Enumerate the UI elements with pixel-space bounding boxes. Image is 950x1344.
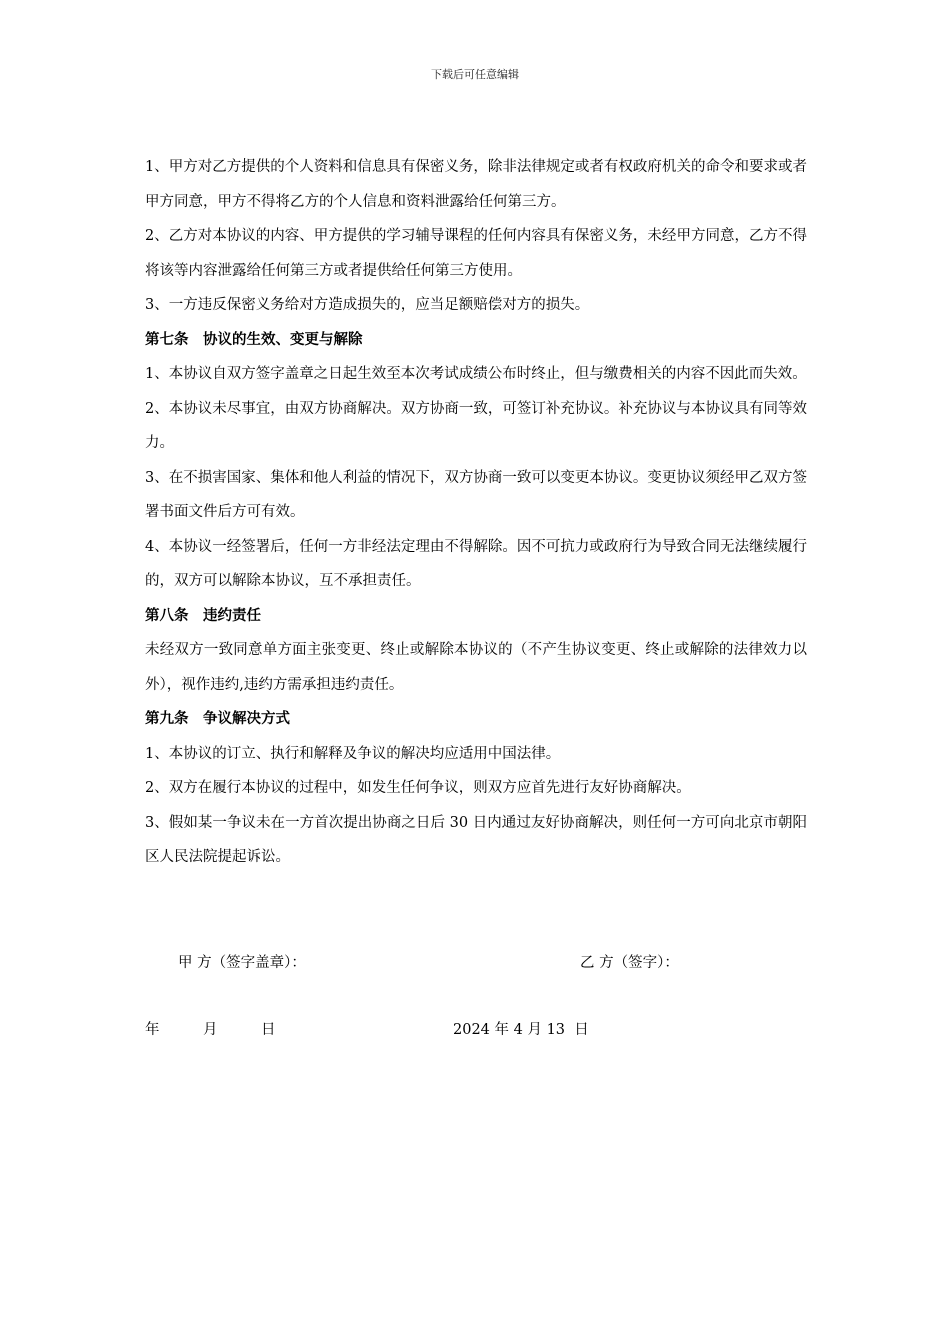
date-row <box>0 1018 950 1048</box>
party-a-signature-label: 甲 方（签字盖章）： <box>178 955 306 971</box>
paragraph: 4、本协议一经签署后，任何一方非经法定理由不得解除。因不可抗力或政府行为导致合同无法继续履行的，双方可以解除本协议，互不承担责任。 <box>145 538 807 589</box>
section-heading: 第九条 争议解决方式 <box>145 711 290 727</box>
paragraph: 3、一方违反保密义务给对方造成损失的，应当足额赔偿对方的损失。 <box>145 297 590 313</box>
paragraph: 1、甲方对乙方提供的个人资料和信息具有保密义务，除非法律规定或者有权政府机关的命令和要求或者甲方同意，甲方不得将乙方的个人信息和资料泄露给任何第三方。 <box>145 159 807 210</box>
party-b-signature-label: 乙 方（签字）： <box>580 955 679 971</box>
section-heading: 第七条 协议的生效、变更与解除 <box>145 331 363 348</box>
blank-date: 年 月 日 <box>145 1022 276 1038</box>
section-heading: 第八条 违约责任 <box>145 607 261 624</box>
signature-row <box>0 951 950 981</box>
paragraph: 1、本协议自双方签字盖章之日起生效至本次考试成绩公布时终止，但与缴费相关的内容不因此而失效。 <box>145 366 807 382</box>
paragraph: 3、假如某一争议未在一方首次提出协商之日后 30 日内通过友好协商解决，则任何一方可向北京市朝阳区人民法院提起诉讼。 <box>145 814 807 865</box>
paragraph: 2、本协议未尽事宜，由双方协商解决。双方协商一致，可签订补充协议。补充协议与本协议具有同等效力。 <box>145 400 807 451</box>
paragraph: 3、在不损害国家、集体和他人利益的情况下，双方协商一致可以变更本协议。变更协议须经甲乙双方签署书面文件后方可有效。 <box>145 469 807 520</box>
paragraph: 2、双方在履行本协议的过程中，如发生任何争议，则双方应首先进行友好协商解决。 <box>145 780 691 796</box>
paragraph: 2、乙方对本协议的内容、甲方提供的学习辅导课程的任何内容具有保密义务，未经甲方同意，乙方不得将该等内容泄露给任何第三方或者提供给任何第三方使用。 <box>145 228 807 279</box>
signing-date: 2024 年 4 月 13 日 <box>453 1022 589 1038</box>
header-note: 下载后可任意编辑 <box>431 68 519 81</box>
paragraph: 1、本协议的订立、执行和解释及争议的解决均应适用中国法律。 <box>145 745 561 762</box>
agreement-body <box>145 150 807 875</box>
paragraph: 未经双方一致同意单方面主张变更、终止或解除本协议的（不产生协议变更、终止或解除的法律效力以外），视作违约,违约方需承担违约责任。 <box>145 642 807 693</box>
